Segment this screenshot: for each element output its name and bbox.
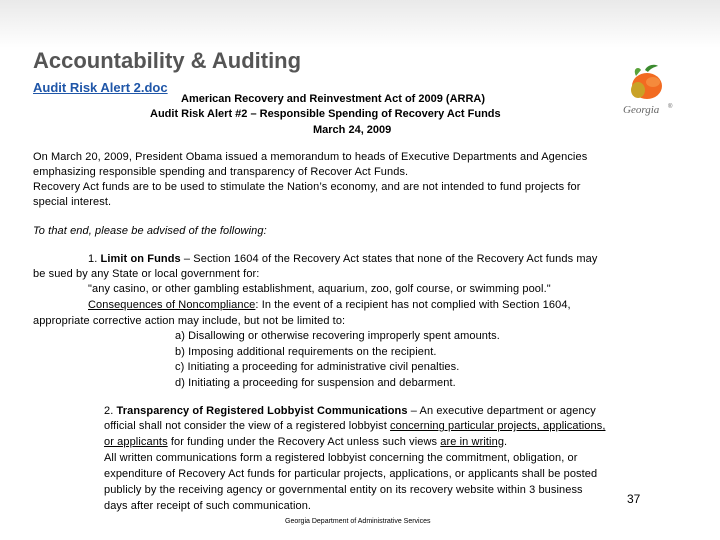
georgia-peach-icon bbox=[612, 62, 688, 126]
item2-line-3c: . bbox=[504, 436, 508, 448]
consequence-text: : In the event of a recipient has not complied with Section 1604, bbox=[255, 299, 571, 311]
intro-line-1: On March 20, 2009, President Obama issued a memorandum to heads of Executive Departments and Agencies bbox=[33, 151, 588, 163]
header-act-title: American Recovery and Reinvestment Act of 2009 (ARRA) bbox=[181, 93, 486, 105]
slide-title: Accountability & Auditing bbox=[33, 48, 302, 73]
georgia-logo bbox=[612, 62, 688, 126]
item2-line-4: All written communications form a registered lobbyist concerning the commitment, obligation, or bbox=[104, 452, 578, 464]
georgia-logo-text: Georgia bbox=[623, 104, 660, 116]
action-a: a) Disallowing or otherwise recovering improperly spent amounts. bbox=[175, 330, 500, 342]
item2-line-7: days after receipt of such communication. bbox=[104, 500, 312, 512]
audit-risk-alert-link[interactable]: Audit Risk Alert 2.doc bbox=[33, 80, 168, 95]
item2-number: 2. bbox=[104, 405, 117, 417]
intro-line-4: special interest. bbox=[33, 196, 112, 208]
consequence-label: Consequences of Noncompliance bbox=[88, 299, 256, 311]
item1-text: – Section 1604 of the Recovery Act states that none of the Recovery Act funds may bbox=[180, 253, 598, 265]
item2-line-2 bbox=[104, 420, 606, 433]
item2-line-3 bbox=[104, 436, 507, 449]
item2-line-6: publicly by the receiving agency or governmental entity on its recovery website within 3 business bbox=[104, 484, 583, 496]
lead-sentence: To that end, please be advised of the following: bbox=[33, 225, 267, 237]
item1-line-1 bbox=[88, 253, 597, 266]
page-number: 37 bbox=[627, 492, 641, 506]
item2-heading: Transparency of Registered Lobbyist Communications bbox=[116, 405, 408, 417]
action-b: b) Imposing additional requirements on the recipient. bbox=[175, 346, 437, 358]
intro-line-3: Recovery Act funds are to be used to stimulate the Nation’s economy, and are not intended to fund projects for bbox=[33, 181, 581, 193]
item2-line-3-underlined-2: are in writing bbox=[440, 436, 505, 448]
item1-heading: Limit on Funds bbox=[100, 253, 181, 265]
item2-text: – An executive department or agency bbox=[407, 405, 596, 417]
item2-line-2a: official shall not consider the view of a registered lobbyist bbox=[104, 420, 391, 432]
item2-line-3-underlined-1: or applicants bbox=[104, 436, 168, 448]
item2-line-5: expenditure of Recovery Act funds for particular projects, applications, or applicants shall be posted bbox=[104, 468, 598, 480]
intro-line-2: emphasizing responsible spending and transparency of Recover Act Funds. bbox=[33, 166, 409, 178]
header-alert-title: Audit Risk Alert #2 – Responsible Spending of Recovery Act Funds bbox=[150, 108, 501, 120]
item1-line-5: appropriate corrective action may include, but not be limited to: bbox=[33, 315, 346, 327]
footer-text: Georgia Department of Administrative Services bbox=[285, 518, 431, 525]
action-d: d) Initiating a proceeding for suspension and debarment. bbox=[175, 377, 456, 389]
title-bar-background bbox=[0, 0, 720, 48]
georgia-logo-mark: ® bbox=[668, 104, 673, 110]
item1-line-4 bbox=[88, 299, 571, 312]
header-date: March 24, 2009 bbox=[313, 124, 392, 136]
item1-number: 1. bbox=[88, 253, 101, 265]
action-c: c) Initiating a proceeding for administrative civil penalties. bbox=[175, 361, 460, 373]
item2-line-3b: for funding under the Recovery Act unless such views bbox=[167, 436, 441, 448]
item2-line-1 bbox=[104, 405, 596, 418]
item1-line-2: be sued by any State or local government for: bbox=[33, 268, 260, 280]
item2-line-2-underlined: concerning particular projects, applications, bbox=[390, 420, 606, 432]
item1-line-3: "any casino, or other gambling establishment, aquarium, zoo, golf course, or swimming pool." bbox=[88, 283, 551, 295]
